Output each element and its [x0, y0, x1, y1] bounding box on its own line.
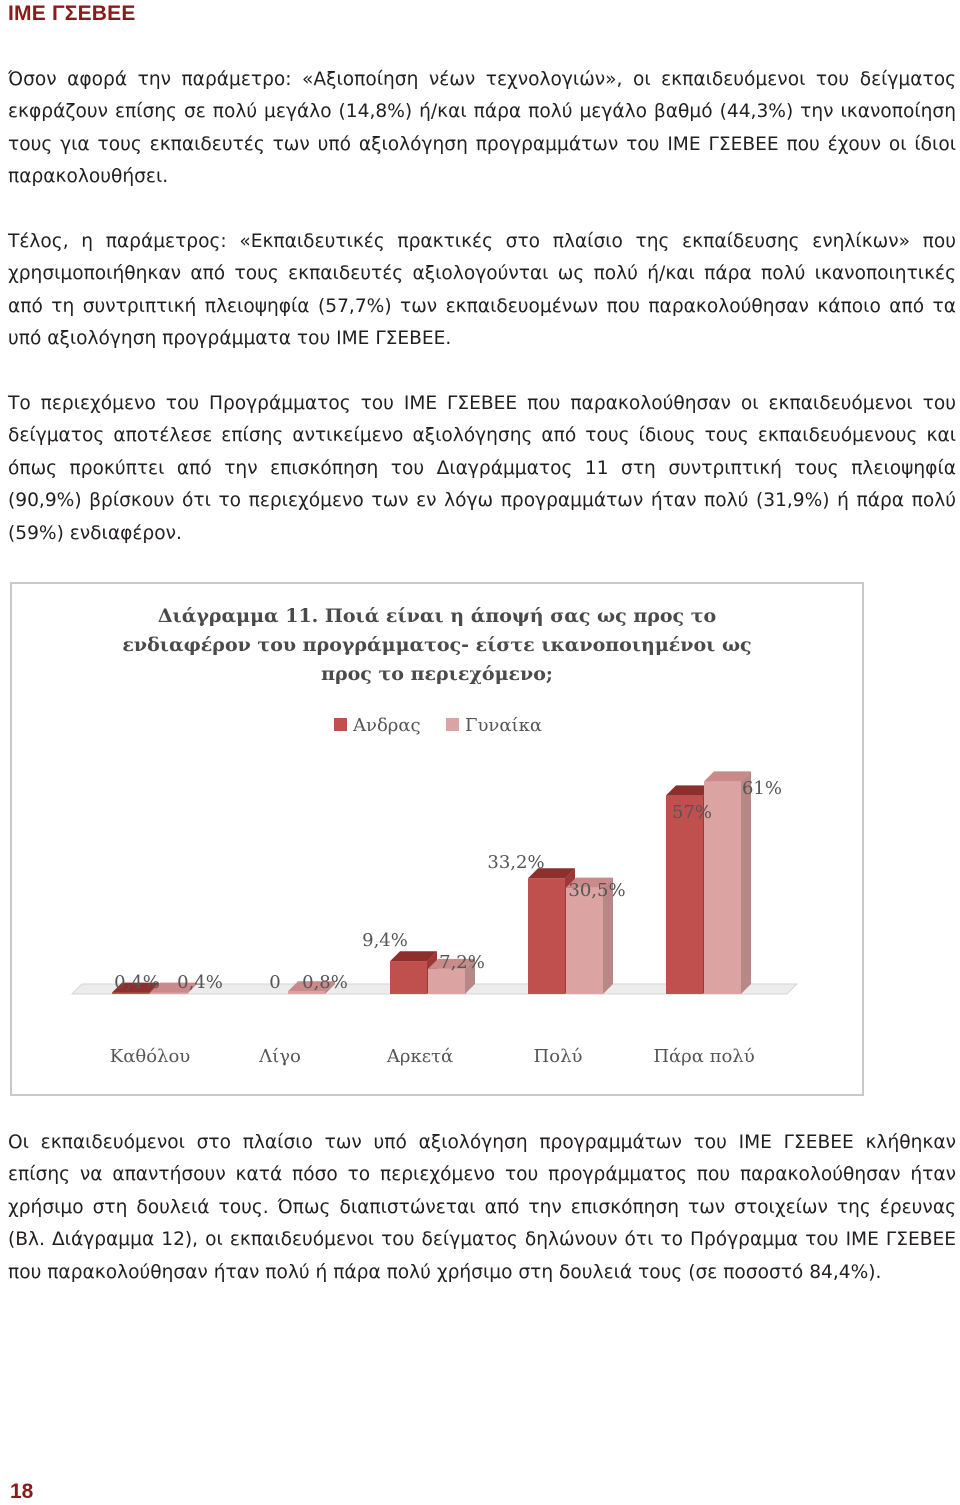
category-label-2: Λίγο [259, 1046, 301, 1067]
category-label-3: Αρκετά [386, 1046, 454, 1067]
legend-label-2: Γυναίκα [465, 715, 542, 736]
legend-swatch-1 [334, 718, 347, 731]
data-label-1-5: 57% [671, 802, 713, 823]
chart-11 [10, 582, 864, 1096]
chart-title-line-3: προς το περιεχόμενο; [321, 663, 553, 685]
data-label-1-2: 0 [269, 972, 281, 993]
paragraph-2: Τέλος, η παράμετρος: «Εκπαιδευτικές πρακτικές στο πλαίσιο της εκπαίδευσης ενηλίκων» που χρησιμοποιήθηκαν από τους εκπαιδευτές αξιολογούνται ως πολύ ή/και πάρα πολύ ικανοποιητικές από τη συντριπτική πλειοψηφία (57,7%) των εκπαιδευομένων που παρακολούθησαν κάποιο από τα υπό αξιολόγηση προγράμματα του ΙΜΕ ΓΣΕΒΕΕ. [8, 231, 956, 350]
legend-label-1: Ανδρας [353, 715, 421, 736]
data-label-1-1: 0,4% [114, 972, 160, 993]
data-label-2-2: 0,8% [302, 972, 348, 993]
chart-title-line-2: ενδιαφέρον του προγράμματος- είστε ικανοποιημένοι ως [122, 634, 752, 656]
data-label-2-1: 0,4% [177, 972, 223, 993]
chart-title-line-1: Διάγραμμα 11. Ποιά είναι η άποψή σας ως προς το [157, 605, 717, 627]
data-label-2-3: 7,2% [439, 952, 485, 973]
data-label-2-4: 30,5% [568, 880, 626, 901]
legend-swatch-2 [446, 718, 459, 731]
bar-1-3 [390, 961, 427, 994]
bar-1-5 [666, 795, 703, 994]
category-label-4: Πολύ [533, 1046, 583, 1067]
paragraph-1: Όσον αφορά την παράμετρο: «Αξιοποίηση νέων τεχνολογιών», οι εκπαιδευόμενοι του δείγματος εκφράζουν επίσης σε πολύ μεγάλο (14,8%) ή/και πάρα πολύ μεγάλο βαθμό (44,3%) την ικανοποίηση τους για τους εκπαιδευτές των υπό αξιολόγηση προγραμμάτων του ΙΜΕ ΓΣΕΒΕΕ που έχουν οι ίδιοι παρακολουθήσει. [8, 69, 956, 188]
data-label-1-3: 9,4% [362, 930, 408, 951]
paragraph-4: Οι εκπαιδευόμενοι στο πλαίσιο των υπό αξιολόγηση προγραμμάτων του ΙΜΕ ΓΣΕΒΕΕ κλήθηκαν επίσης να απαντήσουν κατά πόσο το περιεχόμενο του προγράμματος που παρακολούθησαν ήταν χρήσιμο στη δουλειά τους. Όπως διαπιστώνεται από την επισκόπηση των στοιχείων της έρευνας (Βλ. Διάγραμμα 12), οι εκπαιδευόμενοι του δείγματος δηλώνουν ότι το Πρόγραμμα του ΙΜΕ ΓΣΕΒΕΕ που παρακολούθησαν ήταν πολύ ή πάρα πολύ χρήσιμο στη δουλειά τους (σε ποσοστό 84,4%). [8, 1132, 956, 1283]
page-number: 18 [10, 1480, 34, 1503]
category-label-5: Πάρα πολύ [653, 1046, 755, 1067]
data-label-2-5: 61% [741, 778, 783, 799]
data-label-1-4: 33,2% [487, 852, 545, 873]
bar-1-4 [528, 878, 565, 994]
bar-2-4 [566, 888, 603, 994]
chart-svg [12, 584, 862, 1094]
bar-side-2-5 [741, 771, 751, 994]
category-label-1: Καθόλου [109, 1046, 191, 1067]
page-header-title: ΙΜΕ ΓΣΕΒΕΕ [8, 2, 136, 25]
paragraph-3: Το περιεχόμενο του Προγράμματος του ΙΜΕ ΓΣΕΒΕΕ που παρακολούθησαν οι εκπαιδευόμενοι του δείγματος αποτέλεσε επίσης αντικείμενο αξιολόγησης από τους ίδιους τους εκπαιδευόμενους και όπως προκύπτει από την επισκόπηση του Διαγράμματος 11 στη συντριπτική τους πλειοψηφία (90,9%) βρίσκουν ότι το περιεχόμενο των εν λόγω προγραμμάτων ήταν πολύ (31,9%) ή πάρα πολύ (59%) ενδιαφέρον. [8, 393, 956, 544]
